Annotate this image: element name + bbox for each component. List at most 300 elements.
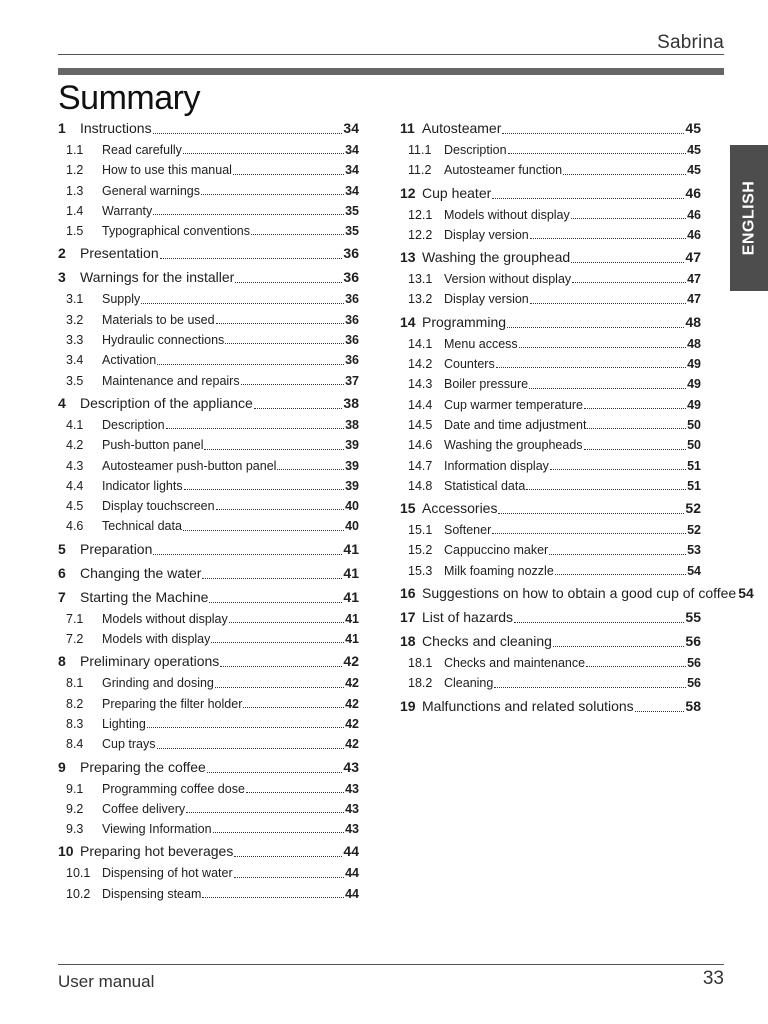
toc-entry-number: 19 bbox=[400, 697, 416, 714]
toc-entry-title: Typographical conventions bbox=[102, 224, 251, 239]
toc-entry-title: How to use this manual bbox=[102, 163, 232, 178]
toc-entry-number: 14.4 bbox=[408, 397, 433, 412]
toc-entry-number: 15.3 bbox=[408, 563, 433, 578]
toc-entry-page: 49 bbox=[687, 377, 701, 392]
toc-entry-page: 42 bbox=[345, 696, 359, 711]
toc-entry-title: Viewing Information bbox=[102, 822, 212, 837]
toc-entry-title: Display version bbox=[444, 227, 529, 242]
toc-dot-leader bbox=[220, 666, 342, 667]
toc-chapter-entry[interactable] bbox=[58, 755, 359, 779]
toc-entry-number: 3.5 bbox=[66, 373, 84, 388]
toc-entry-number: 8 bbox=[58, 653, 66, 670]
toc-section-entry[interactable] bbox=[400, 415, 701, 435]
toc-dot-leader bbox=[201, 194, 344, 195]
toc-entry-page: 42 bbox=[345, 737, 359, 752]
toc-entry-title: Maintenance and repairs bbox=[102, 373, 240, 388]
toc-entry-page: 46 bbox=[685, 184, 701, 201]
toc-entry-title: Models without display bbox=[444, 207, 570, 222]
toc-entry-title: Milk foaming nozzle bbox=[444, 563, 554, 578]
toc-entry-page: 52 bbox=[687, 523, 701, 538]
toc-dot-leader bbox=[204, 449, 344, 450]
toc-entry-title: Lighting bbox=[102, 716, 146, 731]
toc-entry-number: 6 bbox=[58, 564, 66, 581]
toc-dot-leader bbox=[584, 408, 686, 409]
toc-entry-number: 4.2 bbox=[66, 438, 84, 453]
toc-entry-title: Statistical data bbox=[444, 478, 526, 493]
toc-chapter-entry[interactable] bbox=[400, 581, 754, 605]
toc-section-entry[interactable] bbox=[58, 371, 359, 391]
toc-dot-leader bbox=[216, 509, 345, 510]
toc-entry-page: 40 bbox=[345, 499, 359, 514]
toc-entry-number: 1.3 bbox=[66, 183, 84, 198]
header-bar bbox=[58, 68, 724, 75]
toc-entry-number: 3.2 bbox=[66, 312, 84, 327]
toc-section-entry[interactable] bbox=[58, 435, 359, 455]
toc-section-entry[interactable] bbox=[58, 734, 359, 754]
toc-section-entry[interactable] bbox=[400, 673, 701, 693]
toc-entry-title: Supply bbox=[102, 292, 141, 307]
toc-section-entry[interactable] bbox=[58, 714, 359, 734]
toc-dot-leader bbox=[141, 303, 344, 304]
toc-section-entry[interactable] bbox=[58, 350, 359, 370]
toc-section-entry[interactable] bbox=[400, 540, 701, 560]
toc-chapter-entry[interactable] bbox=[58, 116, 359, 140]
toc-section-entry[interactable] bbox=[58, 310, 359, 330]
toc-entry-title: Indicator lights bbox=[102, 478, 183, 493]
toc-entry-number: 1.2 bbox=[66, 163, 84, 178]
toc-dot-leader bbox=[529, 388, 686, 389]
toc-entry-page: 50 bbox=[687, 417, 701, 432]
toc-entry-number: 14.1 bbox=[408, 336, 433, 351]
toc-dot-leader bbox=[235, 282, 342, 283]
toc-section-entry[interactable] bbox=[400, 269, 701, 289]
toc-entry-title: Cup trays bbox=[102, 737, 156, 752]
toc-entry-number: 13 bbox=[400, 249, 416, 266]
toc-entry-number: 8.4 bbox=[66, 737, 84, 752]
header-rule bbox=[58, 54, 724, 55]
toc-entry-title: List of hazards bbox=[422, 609, 514, 626]
toc-dot-leader bbox=[202, 578, 342, 579]
toc-dot-leader bbox=[587, 428, 686, 429]
toc-entry-page: 43 bbox=[343, 758, 359, 775]
toc-dot-leader bbox=[571, 262, 684, 263]
toc-entry-page: 42 bbox=[345, 716, 359, 731]
toc-entry-page: 41 bbox=[343, 540, 359, 557]
toc-section-entry[interactable] bbox=[400, 395, 701, 415]
toc-entry-page: 40 bbox=[345, 519, 359, 534]
toc-dot-leader bbox=[209, 602, 342, 603]
toc-dot-leader bbox=[492, 533, 686, 534]
toc-entry-number: 13.2 bbox=[408, 292, 433, 307]
toc-section-entry[interactable] bbox=[58, 476, 359, 496]
toc-dot-leader bbox=[526, 489, 686, 490]
toc-chapter-entry[interactable] bbox=[58, 839, 359, 863]
language-tab-label: ENGLISH bbox=[740, 180, 757, 256]
toc-chapter-entry[interactable] bbox=[400, 496, 701, 520]
toc-chapter-entry[interactable] bbox=[400, 116, 701, 140]
toc-section-entry[interactable] bbox=[400, 435, 701, 455]
toc-entry-number: 10 bbox=[58, 843, 74, 860]
toc-section-entry[interactable] bbox=[58, 819, 359, 839]
toc-entry-title: Preparing the filter holder bbox=[102, 696, 243, 711]
toc-entry-title: Starting the Machine bbox=[80, 588, 209, 605]
toc-dot-leader bbox=[277, 469, 344, 470]
toc-entry-number: 17 bbox=[400, 609, 416, 626]
toc-chapter-entry[interactable] bbox=[400, 310, 701, 334]
toc-entry-page: 41 bbox=[343, 564, 359, 581]
toc-dot-leader bbox=[502, 133, 684, 134]
toc-section-entry[interactable] bbox=[400, 520, 701, 540]
toc-entry-title: Models without display bbox=[102, 611, 228, 626]
toc-section-entry[interactable] bbox=[58, 181, 359, 201]
toc-entry-title: Coffee delivery bbox=[102, 801, 186, 816]
toc-entry-title: Presentation bbox=[80, 245, 159, 262]
toc-entry-title: Autosteamer push-button panel bbox=[102, 458, 277, 473]
toc-entry-page: 51 bbox=[687, 478, 701, 493]
toc-section-entry[interactable] bbox=[58, 694, 359, 714]
toc-entry-number: 16 bbox=[400, 585, 416, 602]
toc-entry-page: 49 bbox=[687, 357, 701, 372]
toc-section-entry[interactable] bbox=[400, 140, 701, 160]
toc-chapter-entry[interactable] bbox=[58, 537, 359, 561]
toc-entry-number: 15.1 bbox=[408, 523, 433, 538]
toc-entry-page: 41 bbox=[343, 588, 359, 605]
toc-entry-page: 37 bbox=[345, 373, 359, 388]
toc-entry-number: 11.1 bbox=[408, 143, 432, 157]
toc-entry-number: 7 bbox=[58, 588, 66, 605]
toc-entry-title: Dispensing of hot water bbox=[102, 866, 233, 881]
page-number: 33 bbox=[702, 968, 724, 989]
toc-dot-leader bbox=[160, 258, 343, 259]
toc-entry-number: 15.2 bbox=[408, 543, 433, 558]
toc-entry-title: Cappuccino maker bbox=[444, 543, 549, 558]
toc-entry-number: 12.1 bbox=[408, 207, 433, 222]
toc-entry-page: 36 bbox=[343, 245, 359, 262]
toc-chapter-entry[interactable] bbox=[58, 561, 359, 585]
toc-entry-number: 3.1 bbox=[66, 292, 84, 307]
toc-section-entry[interactable] bbox=[58, 496, 359, 516]
toc-entry-number: 4 bbox=[58, 394, 66, 411]
toc-entry-page: 35 bbox=[345, 203, 359, 218]
toc-entry-title: Checks and cleaning bbox=[422, 633, 552, 650]
toc-entry-title: Read carefully bbox=[102, 143, 182, 157]
toc-entry-title: Description bbox=[444, 143, 507, 157]
toc-entry-title: Changing the water bbox=[80, 564, 202, 581]
toc-entry-number: 7.1 bbox=[66, 611, 84, 626]
toc-entry-title: Programming coffee dose bbox=[102, 781, 245, 796]
toc-dot-leader bbox=[555, 574, 686, 575]
toc-dot-leader bbox=[215, 687, 344, 688]
toc-entry-page: 56 bbox=[687, 656, 701, 671]
toc-dot-leader bbox=[153, 554, 342, 555]
toc-section-entry[interactable] bbox=[58, 201, 359, 221]
toc-column-left bbox=[58, 116, 359, 904]
toc-entry-title: Boiler pressure bbox=[444, 377, 529, 392]
toc-entry-number: 9 bbox=[58, 758, 66, 775]
toc-dot-leader bbox=[157, 364, 344, 365]
toc-entry-title: Cup heater bbox=[422, 184, 492, 201]
toc-section-entry[interactable] bbox=[58, 863, 359, 883]
toc-dot-leader bbox=[572, 282, 686, 283]
toc-entry-page: 54 bbox=[687, 563, 701, 578]
toc-entry-page: 53 bbox=[687, 543, 701, 558]
toc-entry-number: 8.2 bbox=[66, 696, 84, 711]
toc-entry-page: 41 bbox=[345, 632, 359, 647]
toc-entry-title: Display touchscreen bbox=[102, 499, 215, 514]
toc-entry-page: 44 bbox=[345, 866, 359, 881]
toc-entry-number: 4.3 bbox=[66, 458, 84, 473]
toc-entry-page: 34 bbox=[343, 120, 359, 136]
toc-entry-page: 48 bbox=[687, 336, 701, 351]
toc-entry-number: 11 bbox=[400, 120, 415, 136]
toc-dot-leader bbox=[207, 772, 343, 773]
toc-entry-title: Washing the groupheads bbox=[444, 438, 583, 453]
toc-dot-leader bbox=[496, 367, 686, 368]
toc-entry-number: 12.2 bbox=[408, 227, 433, 242]
toc-section-entry[interactable] bbox=[58, 884, 359, 904]
toc-entry-title: Instructions bbox=[80, 120, 152, 136]
toc-entry-title: Grinding and dosing bbox=[102, 676, 214, 691]
toc-dot-leader bbox=[184, 489, 344, 490]
toc-entry-number: 1 bbox=[58, 120, 66, 136]
toc-dot-leader bbox=[550, 469, 686, 470]
toc-entry-number: 3 bbox=[58, 269, 66, 286]
toc-dot-leader bbox=[508, 153, 687, 154]
toc-entry-number: 4.5 bbox=[66, 499, 84, 514]
toc-entry-number: 14 bbox=[400, 313, 416, 330]
toc-entry-title: Washing the grouphead bbox=[422, 249, 571, 266]
toc-entry-title: General warnings bbox=[102, 183, 200, 198]
toc-section-entry[interactable] bbox=[400, 334, 701, 354]
toc-dot-leader bbox=[251, 234, 344, 235]
toc-dot-leader bbox=[492, 198, 684, 199]
toc-entry-title: Models with display bbox=[102, 632, 211, 647]
toc-entry-title: Menu access bbox=[444, 336, 518, 351]
toc-entry-number: 7.2 bbox=[66, 632, 84, 647]
toc-section-entry[interactable] bbox=[400, 476, 701, 496]
toc-entry-page: 41 bbox=[345, 611, 359, 626]
header-title: Sabrina bbox=[657, 32, 724, 53]
toc-entry-number: 18.1 bbox=[408, 656, 433, 671]
toc-chapter-entry[interactable] bbox=[58, 585, 359, 609]
toc-entry-number: 5 bbox=[58, 540, 66, 557]
toc-dot-leader bbox=[530, 238, 686, 239]
toc-dot-leader bbox=[233, 174, 344, 175]
toc-section-entry[interactable] bbox=[58, 516, 359, 536]
footer-rule bbox=[58, 964, 724, 965]
toc-entry-page: 51 bbox=[687, 458, 701, 473]
toc-entry-title: Date and time adjustment bbox=[444, 417, 587, 432]
toc-entry-number: 9.1 bbox=[66, 781, 84, 796]
toc-dot-leader bbox=[157, 748, 345, 749]
toc-section-entry[interactable] bbox=[400, 289, 701, 309]
toc-entry-title: Softener bbox=[444, 523, 492, 538]
toc-dot-leader bbox=[234, 856, 342, 857]
toc-chapter-entry[interactable] bbox=[400, 245, 701, 269]
toc-chapter-entry[interactable] bbox=[58, 265, 359, 289]
toc-entry-title: Cup warmer temperature bbox=[444, 397, 583, 412]
toc-entry-title: Suggestions on how to obtain a good cup of coffee bbox=[422, 585, 737, 602]
toc-dot-leader bbox=[584, 449, 687, 450]
toc-entry-page: 39 bbox=[345, 478, 359, 493]
toc-dot-leader bbox=[202, 897, 344, 898]
toc-entry-title: Warranty bbox=[102, 203, 153, 218]
toc-section-entry[interactable] bbox=[58, 221, 359, 241]
toc-entry-number: 3.3 bbox=[66, 333, 84, 348]
toc-chapter-entry[interactable] bbox=[400, 694, 701, 718]
toc-section-entry[interactable] bbox=[58, 779, 359, 799]
toc-entry-page: 49 bbox=[687, 397, 701, 412]
toc-dot-leader bbox=[254, 408, 343, 409]
toc-entry-number: 14.2 bbox=[408, 357, 433, 372]
toc-entry-number: 9.2 bbox=[66, 801, 84, 816]
toc-entry-title: Dispensing steam bbox=[102, 886, 202, 901]
toc-entry-title: Warnings for the installer bbox=[80, 269, 235, 286]
toc-chapter-entry[interactable] bbox=[400, 605, 701, 629]
toc-entry-page: 43 bbox=[345, 781, 359, 796]
toc-entry-page: 36 bbox=[345, 312, 359, 327]
toc-entry-title: Autosteamer function bbox=[444, 163, 563, 178]
toc-entry-number: 4.4 bbox=[66, 478, 84, 493]
toc-entry-title: Description bbox=[102, 417, 165, 432]
toc-entry-page: 44 bbox=[343, 843, 359, 860]
toc-dot-leader bbox=[530, 303, 686, 304]
language-tab bbox=[730, 145, 768, 291]
toc-entry-title: Preparing hot beverages bbox=[80, 843, 234, 860]
toc-entry-number: 11.2 bbox=[408, 163, 432, 178]
toc-entry-page: 38 bbox=[345, 417, 359, 432]
toc-entry-number: 14.8 bbox=[408, 478, 433, 493]
toc-entry-number: 1.5 bbox=[66, 224, 84, 239]
toc-entry-number: 8.3 bbox=[66, 716, 84, 731]
toc-entry-title: Malfunctions and related solutions bbox=[422, 697, 634, 714]
toc-entry-title: Version without display bbox=[444, 272, 572, 287]
toc-entry-page: 58 bbox=[685, 697, 701, 714]
toc-section-entry[interactable] bbox=[400, 354, 701, 374]
toc-section-entry[interactable] bbox=[58, 160, 359, 180]
toc-entry-title: Technical data bbox=[102, 519, 182, 534]
toc-section-entry[interactable] bbox=[400, 374, 701, 394]
toc-section-entry[interactable] bbox=[58, 330, 359, 350]
toc-dot-leader bbox=[147, 727, 344, 728]
toc-entry-title: Description of the appliance bbox=[80, 394, 253, 411]
footer-label: User manual bbox=[58, 972, 155, 991]
toc-entry-page: 42 bbox=[345, 676, 359, 691]
toc-entry-page: 52 bbox=[685, 500, 701, 517]
toc-entry-title: Display version bbox=[444, 292, 529, 307]
toc-section-entry[interactable] bbox=[58, 629, 359, 649]
toc-dot-leader bbox=[183, 153, 344, 154]
toc-dot-leader bbox=[494, 687, 686, 688]
toc-section-entry[interactable] bbox=[400, 561, 701, 581]
toc-section-entry[interactable] bbox=[400, 653, 701, 673]
toc-entry-page: 43 bbox=[345, 822, 359, 837]
toc-entry-title: Preparing the coffee bbox=[80, 758, 206, 775]
toc-section-entry[interactable] bbox=[400, 456, 701, 476]
toc-section-entry[interactable] bbox=[58, 673, 359, 693]
toc-chapter-entry[interactable] bbox=[58, 391, 359, 415]
toc-chapter-entry[interactable] bbox=[400, 629, 701, 653]
toc-entry-title: Counters bbox=[444, 357, 495, 372]
toc-section-entry[interactable] bbox=[400, 160, 701, 180]
toc-entry-number: 18 bbox=[400, 633, 416, 650]
toc-dot-leader bbox=[514, 622, 684, 623]
toc-entry-number: 18.2 bbox=[408, 676, 433, 691]
toc-dot-leader bbox=[586, 666, 686, 667]
toc-chapter-entry[interactable] bbox=[400, 181, 701, 205]
toc-entry-number: 10.2 bbox=[66, 886, 91, 901]
toc-entry-title: Preparation bbox=[80, 540, 153, 557]
toc-entry-number: 3.4 bbox=[66, 353, 84, 368]
toc-entry-page: 35 bbox=[345, 224, 359, 239]
toc-dot-leader bbox=[225, 343, 344, 344]
toc-entry-page: 46 bbox=[687, 227, 701, 242]
toc-entry-page: 47 bbox=[687, 272, 701, 287]
toc-entry-number: 14.5 bbox=[408, 417, 433, 432]
toc-entry-number: 14.6 bbox=[408, 438, 433, 453]
toc-section-entry[interactable] bbox=[58, 140, 359, 160]
toc-entry-page: 45 bbox=[687, 163, 701, 178]
toc-dot-leader bbox=[563, 174, 686, 175]
toc-entry-title: Activation bbox=[102, 353, 157, 368]
toc-entry-page: 36 bbox=[343, 269, 359, 286]
toc-entry-page: 34 bbox=[345, 143, 359, 157]
toc-entry-page: 56 bbox=[685, 633, 701, 650]
toc-section-entry[interactable] bbox=[58, 456, 359, 476]
toc-entry-number: 8.1 bbox=[66, 676, 84, 691]
toc-entry-page: 47 bbox=[685, 249, 701, 266]
toc-dot-leader bbox=[549, 554, 686, 555]
toc-entry-number: 9.3 bbox=[66, 822, 84, 837]
toc-entry-page: 34 bbox=[345, 183, 359, 198]
toc-entry-page: 47 bbox=[687, 292, 701, 307]
toc-entry-number: 13.1 bbox=[408, 272, 433, 287]
toc-chapter-entry[interactable] bbox=[58, 241, 359, 265]
toc-entry-page: 36 bbox=[345, 353, 359, 368]
toc-section-entry[interactable] bbox=[400, 205, 701, 225]
toc-entry-title: Hydraulic connections bbox=[102, 333, 225, 348]
toc-section-entry[interactable] bbox=[58, 609, 359, 629]
toc-dot-leader bbox=[519, 347, 686, 348]
toc-entry-number: 1.1 bbox=[66, 143, 84, 157]
toc-entry-number: 2 bbox=[58, 245, 66, 262]
toc-entry-page: 39 bbox=[345, 458, 359, 473]
toc-entry-page: 36 bbox=[345, 333, 359, 348]
toc-chapter-entry[interactable] bbox=[58, 649, 359, 673]
toc-entry-page: 42 bbox=[343, 653, 359, 670]
toc-section-entry[interactable] bbox=[58, 289, 359, 309]
toc-dot-leader bbox=[241, 384, 345, 385]
toc-dot-leader bbox=[234, 877, 344, 878]
toc-section-entry[interactable] bbox=[400, 225, 701, 245]
toc-dot-leader bbox=[166, 428, 345, 429]
toc-dot-leader bbox=[211, 642, 344, 643]
toc-entry-page: 45 bbox=[687, 143, 701, 157]
toc-entry-page: 34 bbox=[345, 163, 359, 178]
toc-entry-title: Preliminary operations bbox=[80, 653, 220, 670]
toc-entry-page: 46 bbox=[687, 207, 701, 222]
toc-dot-leader bbox=[186, 812, 344, 813]
toc-dot-leader bbox=[571, 218, 686, 219]
toc-entry-number: 1.4 bbox=[66, 203, 84, 218]
toc-entry-number: 15 bbox=[400, 500, 416, 517]
toc-entry-page: 44 bbox=[345, 886, 359, 901]
toc-entry-title: Push-button panel bbox=[102, 438, 204, 453]
toc-dot-leader bbox=[553, 646, 684, 647]
toc-section-entry[interactable] bbox=[58, 799, 359, 819]
toc-section-entry[interactable] bbox=[58, 415, 359, 435]
toc-dot-leader bbox=[213, 832, 345, 833]
